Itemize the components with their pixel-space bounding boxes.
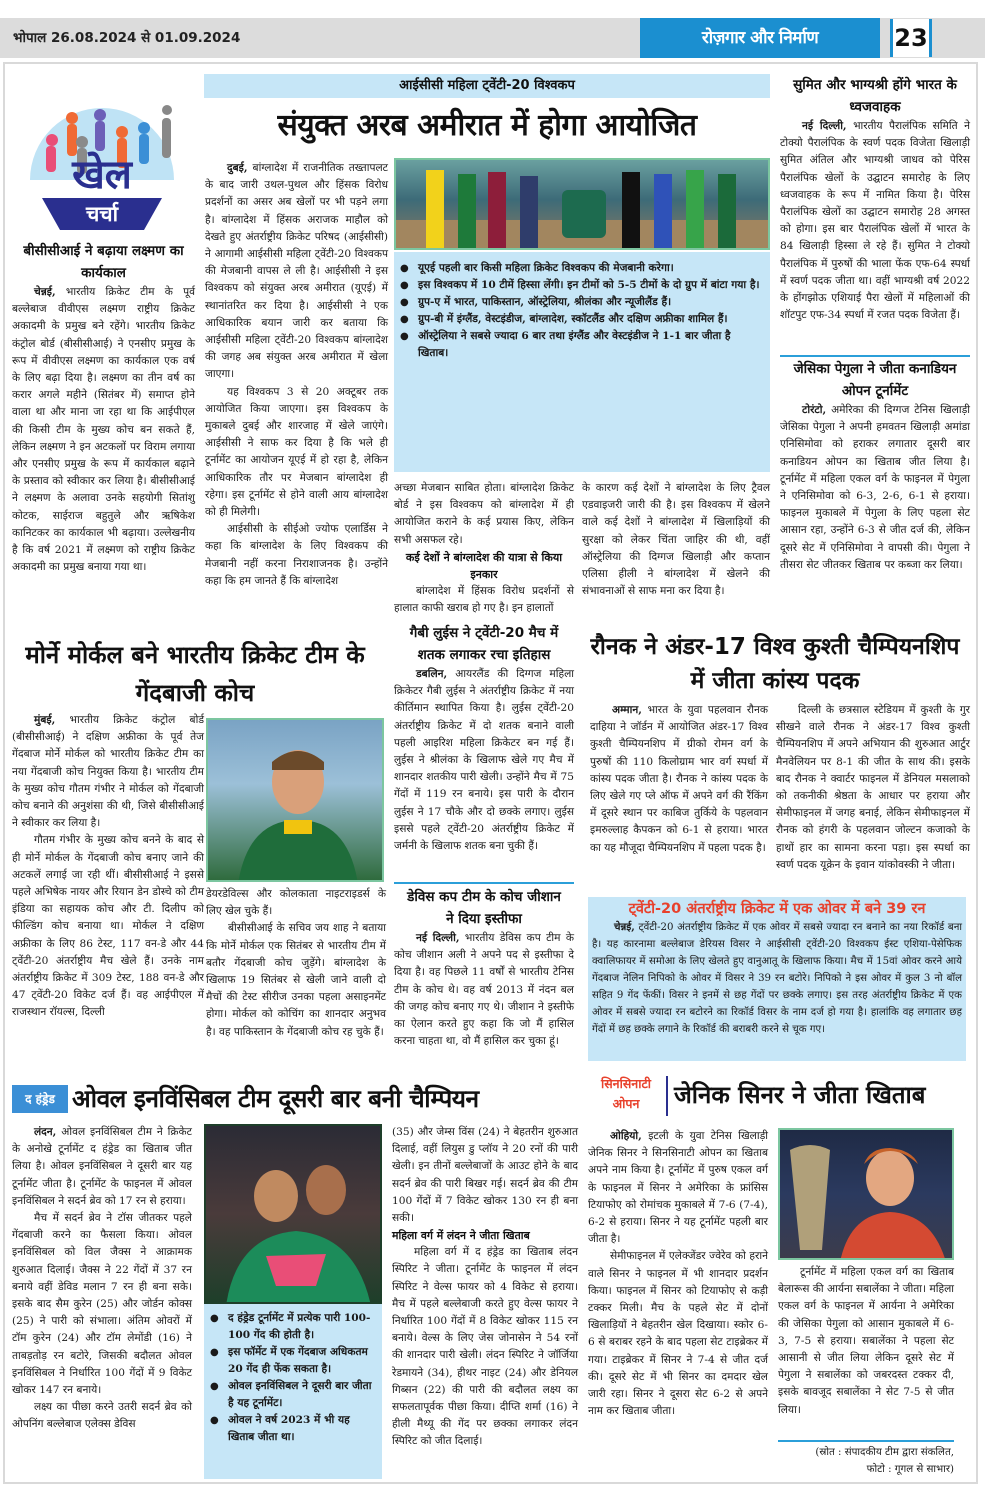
para: अच्छा मेजबान साबित होता। बांग्लादेश क्रिकेट बोर्ड ने इस विश्वकप को बांग्लादेश में ही आयोजित कराने के कई प्रयास किए, लेकिन सभी असफल रहे।: [394, 482, 574, 546]
body: भारतीय डेविस कप टीम के कोच जीशान अली ने अपने पद से इस्तीफा दे दिया है। वह पिछले 11 वर्षों से भारतीय टेनिस टीम के कोच थे। वह वर्ष 2013 में नंदन बल की जगह कोच बनाए गए थे। जीशान ने इस्तीफे का ऐलान करते हुए कहा कि जो मैं हासिल करना चाहता था, वो मैं हासिल कर चुका हूं।: [394, 932, 574, 1048]
kicker-divider: [666, 1076, 668, 1116]
worldcup-col1: [205, 160, 388, 590]
article-sumit: [780, 74, 970, 324]
para: डेयरडेविल्स और कोलकाता नाइटराइडर्स के लिए खेल चुके हैं।: [206, 888, 386, 918]
kicker-line: ओपन: [612, 1096, 640, 1111]
para: ओवल इनविंसिबल टीम ने क्रिकेट के अनोखे टूर्नामेंट द हंड्रेड का खिताब जीत लिया है। ओवल इनविंसिबल ने दूसरी बार यह टूर्नामेंट जीता है। टूर्नामेंट के फाइनल में ओवल इनविंसिबल ने सदर्न ब्रेव को 17 रन से हराया।: [12, 1126, 192, 1207]
body: भारतीय क्रिकेट टीम के पूर्व बल्लेबाज वीवीएस लक्ष्मण राष्ट्रीय क्रिकेट अकादमी के प्रमुख बने रहेंगे। भारतीय क्रिकेट कंट्रोल बोर्ड (बीसीसीआई) ने एनसीए प्रमुख के रूप में वीवीएस लक्ष्मण का कार्यकाल एक वर्ष के लिए बढ़ा दिया है। लक्ष्मण का तीन वर्ष का करार अगले महीने (सितंबर में) समाप्त होने वाला था और माना जा रहा था कि आईपीएल की किसी टीम के मुख्य कोच बन सकते हैं, लेकिन लक्ष्मण ने इन अटकलों पर विराम लगाया और एनसीए प्रमुख के रूप में कार्यकाल बढ़ाने के प्रस्ताव को स्वीकार कर लिया है। बीसीसीआई ने लक्ष्मण के अलावा उनके सहयोगी सितांशु कोटक, साईराज बहुतुले और ऋषिकेश कानिटकर का कार्यकाल भी बढ़ाया। उल्लेखनीय है कि वर्ष 2021 में लक्ष्मण को राष्ट्रीय क्रिकेट अकादमी का प्रमुख बनाया गया था।: [12, 286, 195, 574]
dateline: ओहियो,: [610, 1130, 642, 1142]
logo-charcha: चर्चा: [85, 202, 119, 226]
raunak-col2: [776, 702, 970, 874]
headline: गैबी लुईस ने ट्वेंटी-20 मैच में शतक लगाकर रचा इतिहास: [409, 625, 559, 663]
para: लक्ष्य का पीछा करने उतरी सदर्न ब्रेव को ओपनिंग बल्लेबाज एलेक्स डेविस: [12, 1401, 192, 1431]
logo-khel: खेल: [72, 152, 132, 198]
kicker-line: सिनसिनाटी: [600, 1076, 652, 1091]
fact-item: ● इस फॉर्मेट में एक गेंदबाज अधिकतम 20 गेंद ही फेंक सकता है।: [208, 1344, 378, 1378]
fact-item: ● ओवल ने वर्ष 2023 में भी यह खिताब जीता था।: [208, 1412, 378, 1446]
body: अमेरिका की दिग्गज टेनिस खिलाड़ी जेसिका पेगुला ने अपनी हमवतन खिलाड़ी अमांडा एनिसिमोवा को हराकर लगातार दूसरी बार कनाडियन ओपन का खिताब जीत लिया है। टूर्नामेंट में महिला एकल वर्ग के फाइनल में पेगुला ने एनिसिमोवा को 6-3, 2-6, 6-1 से हराया। फाइनल मुकाबले में पेगुला के लिए पहला सेट आसान रहा, उन्होंने 6-3 से जीत दर्ज की, लेकिन दूसरे सेट में एनिसिमोवा ने वापसी की। पेगुला ने तीसरा सेट जीतकर खिताब पर कब्जा कर लिया।: [780, 404, 970, 571]
hundred-col1: [12, 1124, 192, 1434]
fact-item: ● द हंड्रेड टूर्नामेंट में प्रत्येक पारी 100-100 गेंद की होती है।: [208, 1310, 378, 1344]
sinner-kicker: [590, 1074, 662, 1114]
worldcup-col2: [394, 480, 574, 617]
dateline: डबलिन,: [416, 668, 448, 680]
fact-item: ● ग्रुप-बी में इंग्लैंड, वेस्टइंडीज, बांग्लादेश, स्कॉटलैंड और दक्षिण अफ्रीका शामिल हैं।: [398, 311, 764, 328]
para: (35) और जेम्स विंस (24) ने बेहतरीन शुरुआत दिलाई, वहीं लियुस डु प्लॉय ने 20 रनों की पारी खेली। इन तीनों बल्लेबाजों के आउट होने के बाद सदर्न ब्रेव की पारी बिखर गई। सदर्न ब्रेव की टीम 100 गेंदों में 7 विकेट खोकर 130 रन ही बना सकी।: [392, 1126, 578, 1225]
photo-credit: [778, 1444, 954, 1478]
page-number: 23: [890, 19, 932, 57]
para: यह विश्वकप 3 से 20 अक्टूबर तक आयोजित किया जाएगा। इस विश्वकप के मुकाबले दुबई और शारजाह में खेले जाएंगे। आईसीसी ने साफ कर दिया है कि भले ही टूर्नामेंट का आयोजन यूएई में हो रहा है, लेकिन आधिकारिक तौर पर मेजबान बांग्लादेश ही रहेगा। इस टूर्नामेंट से होने वाली आय बांग्लादेश को ही मिलेगी।: [205, 385, 388, 519]
para: इटली के युवा टेनिस खिलाड़ी जेनिक सिनर ने सिनसिनाटी ओपन का खिताब अपने नाम किया है। टूर्नामेंट में पुरुष एकल वर्ग के फाइनल में सिनर ने अमेरिका के फ्रांसिस टियाफोए को रोमांचक मुकाबले में 7-6 (7-4), 6-2 से हराया। सिनर ने यह टूर्नामेंट पहली बार जीता है।: [588, 1130, 768, 1246]
sinner-col2: [778, 1264, 954, 1419]
dateline: नई दिल्ली,: [802, 120, 847, 132]
morkel-col1: [12, 712, 204, 1022]
oval-invincibles-celebration-image: [206, 1126, 382, 1304]
fact-item: ● यूएई पहली बार किसी महिला क्रिकेट विश्वकप की मेजबानी करेगा।: [398, 260, 764, 277]
sinner-col1: [588, 1128, 768, 1420]
para: आईसीसी के सीईओ ज्योफ एलार्डिस ने कहा कि बांग्लादेश के लिए विश्वकप की मेजबानी नहीं करना निराशाजनक है। उन्होंने कहा कि हम जानते हैं कि बांग्लादेश: [205, 523, 388, 587]
hundred-tag: द हंड्रेड: [12, 1085, 68, 1113]
credit-line: फोटो : गूगल से साभार): [866, 1464, 954, 1475]
dateline: अम्मान,: [612, 704, 642, 716]
jannik-sinner-image: [780, 1130, 954, 1260]
fact-item: ● ग्रुप-ए में भारत, पाकिस्तान, ऑस्ट्रेलिया, श्रीलंका और न्यूजीलैंड हैं।: [398, 294, 764, 311]
subhead: कई देशों ने बांग्लादेश की यात्रा से किया इनकार: [405, 550, 563, 581]
article-lewis: [394, 622, 574, 855]
morkel-col2: [206, 886, 386, 1041]
dateline: दुबई,: [227, 162, 248, 174]
khel-charcha-logo: [12, 70, 192, 238]
fact-item: ● ओवल इनविंसिबल ने दूसरी बार जीता है यह टूर्नामेंट।: [208, 1378, 378, 1412]
worldcup-col3: [582, 480, 770, 600]
hundred-col3: [392, 1124, 578, 1451]
dateline: नई दिल्ली,: [416, 932, 460, 944]
credit-line: (स्रोत : संपादकीय टीम द्वारा संकलित,: [815, 1447, 954, 1458]
para: बांग्लादेश में हिंसक विरोध प्रदर्शनों से हालात काफी खराब हो गए है। इन हालातों: [394, 584, 574, 615]
para: भारतीय क्रिकेट कंट्रोल बोर्ड (बीसीसीआई) ने दक्षिण अफ्रीका के पूर्व तेज गेंदबाज मोर्ने मोर्कल को भारतीय क्रिकेट टीम का नया गेंदबाजी कोच नियुक्त किया है। भारतीय टीम के मुख्य कोच गौतम गंभीर ने मोर्कल को गेंदबाजी कोच बनाने की अनुशंसा की थी, जिसे बीसीसीआई ने स्वीकार कर लिया है।: [12, 714, 204, 830]
dateline: चेन्नई,: [34, 286, 56, 298]
article-zeeshan: [394, 886, 574, 1050]
divider: [780, 355, 970, 357]
divider: [778, 1440, 954, 1442]
masthead-bar: [0, 18, 985, 58]
divider: [394, 882, 574, 884]
dateline: चेन्नई,: [614, 921, 635, 933]
article-pegula: [780, 358, 970, 574]
para: बीसीसीआई के सचिव जय शाह ने बताया कि मोर्ने मोर्कल एक सितंबर से भारतीय टीम में बतौर गेंदबाजी कोच जुड़ेंगे। बांग्लादेश के खिलाफ 19 सितंबर से खेली जाने वाली दो मैचों की टेस्ट सीरीज उनका पहला असाइनमेंट होगा। मोर्कल को कोचिंग का शानदार अनुभव है। वह पाकिस्तान के गेंदबाजी कोच रह चुके हैं।: [206, 922, 386, 1038]
para: मैच में सदर्न ब्रेव ने टॉस जीतकर पहले गेंदबाजी करने का फैसला किया। ओवल इनविंसिबल को विल जैक्स ने आक्रामक शुरुआत दिलाई। जैक्स ने 22 गेंदों में 37 रन बनाये वहीं डेविड मलान 7 रन ही बना सके। इसके बाद सैम कुरेन (25) और जोर्डन कोक्स (25) ने पारी को संभाला। अंतिम ओवरों में टॉम कुरेन (24) और टॉम लेमोंडी (16) ने ताबड़तोड़ रन बटोरे, जिसकी बदौलत ओवल इनविंसिबल ने निर्धारित 100 गेंदों में 9 विकेट खोकर 147 रन बनाये।: [12, 1212, 192, 1397]
morkel-headline: मोर्ने मोर्कल बने भारतीय क्रिकेट टीम के गेंदबाजी कोच: [25, 641, 365, 707]
para: टूर्नामेंट में महिला एकल वर्ग का खिताब बेलारूस की आर्यना सबालेंका ने जीता। महिला एकल वर्ग के फाइनल में आर्यना ने अमेरिका की जेसिका पेगुला को आसान मुकाबले में 6-3, 7-5 से हराया। सबालेंका ने पहला सेट आसानी से जीत लिया लेकिन दूसरे सेट में पेगुला ने सबालेंका को जबरदस्त टक्कर दी, इसके बावजूद सबालेंका ने सेट 7-5 से जीत लिया।: [778, 1266, 954, 1416]
dateline: टोरंटो,: [802, 404, 827, 416]
subhead: महिला वर्ग में लंदन ने जीता खिताब: [392, 1229, 530, 1243]
dateline: लंदन,: [34, 1126, 57, 1138]
para: दिल्ली के छत्रसाल स्टेडियम में कुश्ती के गुर सीखने वाले रौनक ने अंडर-17 विश्व कुश्ती चैम्पियनशिप में अपने अभियान की शुरुआत आर्टुर मैनवेलियन पर 8-1 की जीत के साथ की। इसके बाद रौनक ने क्वार्टर फाइनल में डेनियल मसलाको को तकनीकी श्रेष्ठता के आधार पर हराया और सेमीफाइनल में जगह बनाई, लेकिन सेमीफाइनल में रौनक को हंगरी के पहलवान जोल्टन कजाको के हाथों हार का सामना करना पड़ा। इस स्पर्धा का स्वर्ण पदक यूक्रेन के इवान यांकोवस्की ने जीता।: [776, 704, 970, 871]
captains-group-image: [396, 160, 770, 250]
dateline: मुंबई,: [34, 714, 56, 726]
headline: ट्वेंटी-20 अंतर्राष्ट्रीय क्रिकेट में एक ओवर में बने 39 रन: [628, 901, 926, 917]
body: आयरलैंड की दिग्गज महिला क्रिकेटर गैबी लुईस ने अंतर्राष्ट्रीय क्रिकेट में नया कीर्तिमान स्थापित किया है। लुईस ट्वेंटी-20 अंतर्राष्ट्रीय क्रिकेट में दो शतक बनाने वाली पहली आइरिश महिला क्रिकेटर बन गई हैं। लुईस ने श्रीलंका के खिलाफ खेले गए मैच में शानदार शतकीय पारी खेली। उन्होंने मैच में 75 गेंदों में 119 रन बनाये। इस पारी के दौरान लुईस ने 17 चौके और दो छक्के लगाए। लुईस इससे पहले ट्वेंटी-20 अंतर्राष्ट्रीय क्रिकेट में जर्मनी के खिलाफ शतक बना चुकी हैं।: [394, 668, 575, 853]
raunak-col1: [590, 702, 768, 857]
para: महिला वर्ग में द हंड्रेड का खिताब लंदन स्पिरिट ने जीता। टूर्नामेंट के फाइनल में लंदन स्पिरिट ने वेल्स फायर को 4 विकेट से हराया। मैच में पहले बल्लेबाजी करते हुए वेल्स फायर ने निर्धारित 100 गेंदों में 8 विकेट खोकर 115 रन बनाये। वेल्स के लिए जेस जोनासेन ने 54 रनों की शानदार पारी खेली। लंदन स्पिरिट ने जॉर्जिया रेडमायने (34), हीथर नाइट (24) और डेनियल गिब्सन (22) की पारी की बदौलत लक्ष्य का सफलतापूर्वक पीछा किया। दीप्ति शर्मा (16) ने हीली मैथ्यू की गेंद पर छक्का लगाकर लंदन स्पिरिट को जीत दिलाई।: [392, 1246, 578, 1448]
worldcup-headline: संयुक्त अरब अमीरात में होगा आयोजित: [277, 108, 697, 143]
fact-item: ● इस विश्वकप में 10 टीमें हिस्सा लेंगी। इन टीमों को 5-5 टीमों के दो ग्रुप में बांटा गया है।: [398, 277, 764, 294]
sinner-trophy-photo: [778, 1128, 954, 1260]
raunak-headline: रौनक ने अंडर-17 विश्व कुश्ती चैम्पियनशिप में जीता कांस्य पदक: [590, 634, 960, 694]
headline: बीसीसीआई ने बढ़ाया लक्ष्मण का कार्यकाल: [23, 243, 184, 281]
para: बांग्लादेश में राजनीतिक तख्तापलट के बाद जारी उथल-पुथल और हिंसक विरोध प्रदर्शनों का असर अब खेलों पर भी पड़ने लगा है। बांग्लादेश में हिंसक अराजक माहौल को देखते हुए अंतर्राष्ट्रीय क्रिकेट परिषद (आईसीसी) ने आगामी आईसीसी महिला ट्वेंटी-20 विश्वकप की मेजबानी वापस ले ली है। आईसीसी ने इस विश्वकप को संयुक्त अरब अमीरात (यूएई) में स्थानांतरित कर दिया है। आईसीसी ने एक आधिकारिक बयान जारी कर बताया कि आईसीसी महिला ट्वेंटी-20 विश्वकप बांग्लादेश की जगह अब संयुक्त अरब अमीरात में खेला जाएगा।: [205, 162, 388, 381]
headline: डेविस कप टीम के कोच जीशान ने दिया इस्तीफा: [407, 889, 561, 927]
hundred-photo: [204, 1124, 382, 1304]
para: सेमीफाइनल में एलेक्जेंडर ज्वेरेव को हराने वाले सिनर ने फाइनल में भी शानदार प्रदर्शन किया। फाइनल में सिनर को टियाफोए से कड़ी टक्कर मिली। मैच के पहले सेट में दोनों खिलाड़ियों ने बेहतरीन खेल दिखाया। स्कोर 6-6 से बराबर रहने के बाद पहला सेट टाइब्रेकर में गया। टाइब्रेकर में सिनर ने 7-4 से जीत दर्ज की। दूसरे सेट में भी सिनर का दमदार खेल जारी रहा। सिनर ने दूसरा सेट 6-2 से अपने नाम कर खिताब जीता।: [588, 1250, 768, 1418]
worldcup-captains-photo: [394, 158, 770, 250]
hundred-headline: ओवल इनविंसिबल टीम दूसरी बार बनी चैम्पियन: [72, 1084, 479, 1113]
morne-morkel-image: [208, 720, 384, 882]
morkel-photo: [206, 718, 384, 882]
worldcup-kicker: आईसीसी महिला ट्वेंटी-20 विश्वकप: [204, 74, 770, 98]
body: ट्वेंटी-20 अंतर्राष्ट्रीय क्रिकेट में एक ओवर में सबसे ज्यादा रन बनाने का नया रिकॉर्ड बना है। यह कारनामा बल्लेबाज डेरियस विसर ने आईसीसी ट्वेंटी-20 विश्वकप ईस्ट एशिया-पेसेफिक क्वालिफायर में समोआ के लिए खेलते हुए वानुआतू के खिलाफ किया। मैच में 15वां ओवर करने आये गेंदबाज नेलिन निपिको के ओवर में विसर ने 39 रन बटोरे। निपिको ने इस ओवर में कुल 3 नो बॉल सहित 9 गेंद फेंकीं। विसर ने इनमें से छह गेंदों पर छक्के लगाए। इस तरह अंतर्राष्ट्रीय क्रिकेट में एक ओवर में सबसे ज्यादा रन बटोरने का रिकॉर्ड विसर के नाम दर्ज हो गया है। हालांकि वह लगातार छह गेंदों में छह छक्के लगाने के रिकॉर्ड की बराबरी करने से चूक गए।: [592, 922, 962, 1035]
fact-item: ● ऑस्ट्रेलिया ने सबसे ज्यादा 6 बार तथा इंग्लैंड और वेस्टइंडीज ने 1-1 बार जीता है खिताब।: [398, 328, 764, 362]
sinner-headline: जेनिक सिनर ने जीता खिताब: [674, 1081, 926, 1109]
para: भारत के युवा पहलवान रौनक दाहिया ने जॉर्डन में आयोजित अंडर-17 विश्व कुश्ती चैम्पियनशिप में ग्रीको रोमन वर्ग के पुरुषों की 110 किलोग्राम भार वर्ग स्पर्धा में कांस्य पदक जीता है। रौनक ने कांस्य पदक के लिए खेले गए प्ले ऑफ में अपने वर्ग की रैंकिंग में दूसरे स्थान पर काबिज तुर्किये के पहलवान इमरुल्लाह कैपकन को 6-1 से हराया। भारत का यह मौजूदा चैम्पियनशिप में पहला पदक है।: [590, 704, 768, 854]
headline: जेसिका पेगुला ने जीता कनाडियन ओपन टूर्नामेंट: [793, 361, 957, 399]
article-laxman: [12, 240, 195, 576]
body: भारतीय पैरालंपिक समिति ने टोक्यो पैरालंपिक के स्वर्ण पदक विजेता खिलाड़ी सुमित अंतिल और भाग्यश्री जाधव को पेरिस पैरालंपिक खेलों के उद्घाटन समारोह के लिए ध्वजवाहक के रूप में नामित किया है। पेरिस पैरालंपिक खेलों का उद्घाटन समारोह 28 अगस्त को होगा। इस बार पैरालंपिक खेलों में भारत के 84 खिलाड़ी हिस्सा ले रहे हैं। सुमित ने टोक्यो पैरालंपिक में पुरुषों की भाला फेंक एफ-64 स्पर्धा में स्वर्ण पदक जीता था। वहीं भाग्यश्री वर्ष 2022 के होंगझोऊ एशियाई पैरा खेलों में महिलाओं की शॉटपुट एफ-34 स्पर्धा में रजत पदक विजेता हैं।: [780, 120, 970, 322]
para: के कारण कई देशों ने बांग्लादेश के लिए ट्रैवल एडवाइजरी जारी की है। इस विश्वकप में खेलने वाले कई देशों ने बांग्लादेश में खिलाड़ियों की सुरक्षा को लेकर चिंता जाहिर की थी, वहीं ऑस्ट्रेलिया की दिग्गज खिलाड़ी और कप्तान एलिसा हीली ने बांग्लादेश में खेलने की संभावनाओं से साफ मना कर दिया है।: [582, 482, 770, 598]
para: गौतम गंभीर के मुख्य कोच बनने के बाद से ही मोर्ने मोर्कल के गेंदबाजी कोच बनाए जाने की अटकलें लगाई जा रही थीं। बीसीसीआई ने इससे पहले अभिषेक नायर और रियान डेन डोस्चे को टीम इंडिया का सहायक कोच और टी. दिलीप को फील्डिंग कोच बनाया था। मोर्कल ने दक्षिण अफ्रीका के लिए 86 टेस्ट, 117 वन-डे और 44 ट्वेंटी-20 अंतर्राष्ट्रीय मैच खेले हैं। उनके नाम अंतर्राष्ट्रीय क्रिकेट में 309 टेस्ट, 188 वन-डे और 47 ट्वेंटी-20 विकेट दर्ज हैं। वह आईपीएल में राजस्थान रॉयल्स, दिल्ली: [12, 834, 204, 1019]
article-visser: [588, 897, 966, 1061]
worldcup-facts-box: [394, 252, 770, 472]
section-title: रोज़गार और निर्माण: [640, 18, 880, 58]
edition-date: भोपाल 26.08.2024 से 01.09.2024: [13, 30, 241, 46]
headline: सुमित और भाग्यश्री होंगे भारत के ध्वजवाहक: [793, 77, 957, 115]
hundred-facts-box: [204, 1304, 382, 1479]
